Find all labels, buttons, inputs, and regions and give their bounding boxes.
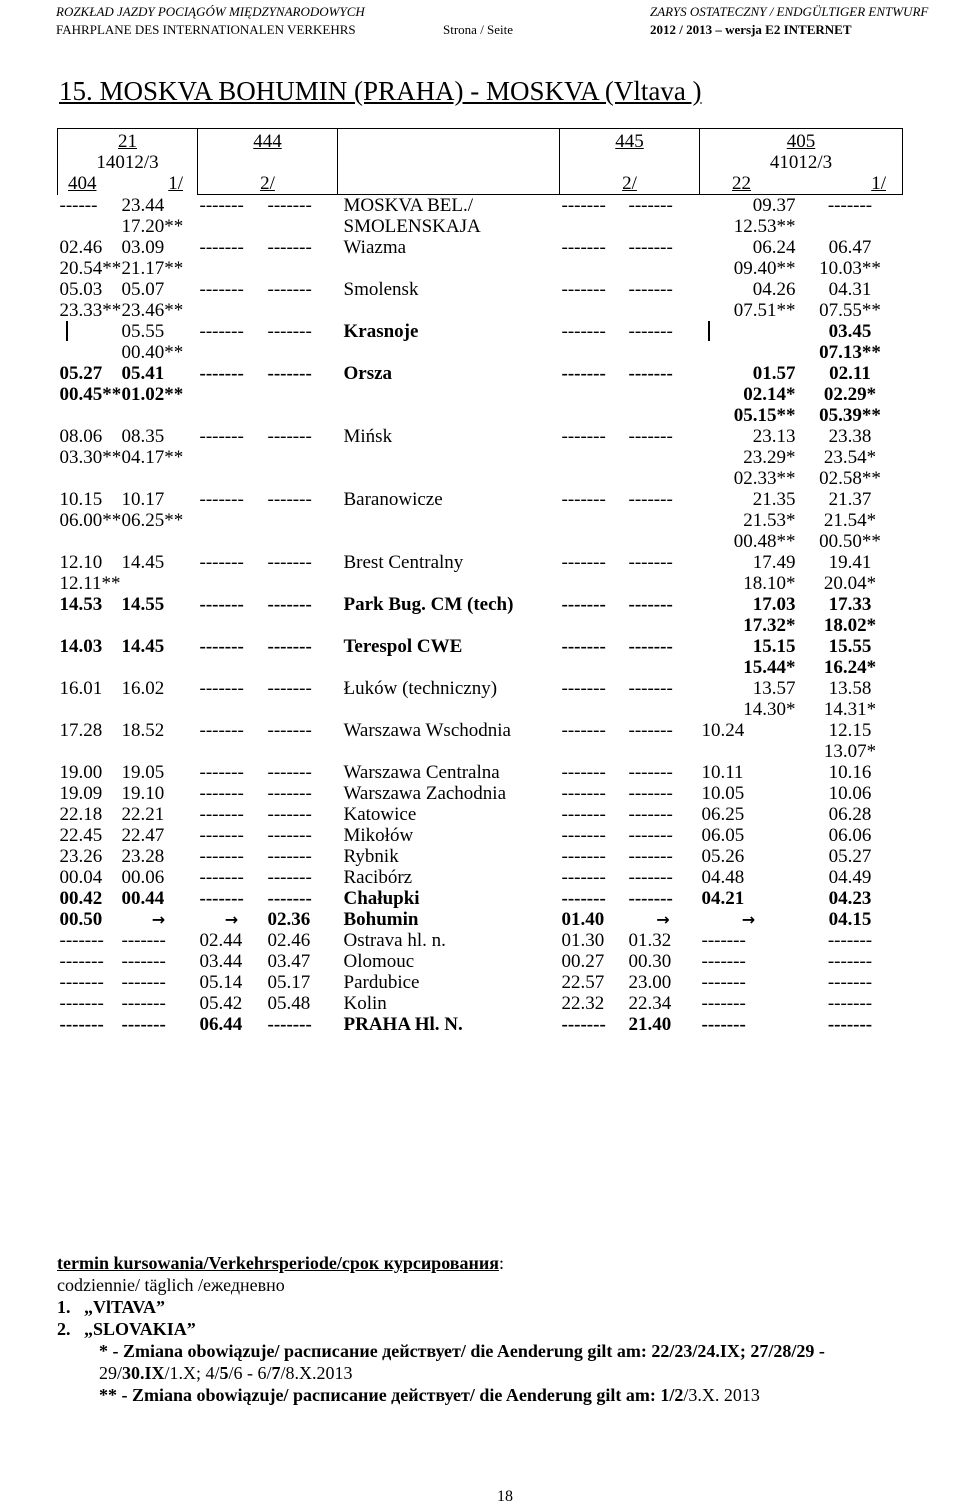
time-cell: 06.47 10.03**	[819, 237, 881, 279]
time-cell: 01.40	[561, 909, 605, 930]
time-cell: 00.50	[59, 909, 103, 930]
time-cell: -------	[267, 489, 312, 510]
time-cell: -------	[628, 825, 673, 846]
table-row	[58, 825, 903, 846]
change-note-2: ** - Zmiana obowiązuje/ расписание действует/ die Aenderung gilt am: 1/2/3.X. 2013	[99, 1385, 760, 1405]
station-name: MOSKVA BEL./ SMOLENSKAJA	[343, 195, 481, 237]
header-draft-label: ZARYS OSTATECZNY / ENDGÜLTIGER ENTWURF	[650, 4, 929, 19]
time-cell: -------	[701, 951, 746, 972]
table-row	[58, 552, 903, 594]
time-cell: 10.15 06.00**	[59, 489, 122, 531]
time-cell: -------	[628, 846, 673, 867]
station-name: Baranowicze	[343, 489, 443, 510]
time-cell: -------	[827, 993, 873, 1014]
time-cell: 08.35 04.17**	[121, 426, 184, 468]
time-cell: 02.11 02.29* 05.39**	[819, 363, 881, 426]
time-cell: 17.03 17.32*	[743, 594, 796, 636]
station-name: Mikołów	[343, 825, 414, 846]
time-cell: -------	[267, 888, 312, 909]
time-cell: 23.13 23.29* 02.33**	[733, 426, 796, 489]
time-cell: -------	[199, 321, 244, 342]
time-cell: 03.47	[267, 951, 311, 972]
time-cell: -------	[199, 594, 244, 615]
time-cell: 10.17 06.25**	[121, 489, 184, 531]
time-cell: 12.10 12.11**	[59, 552, 121, 594]
time-cell: -------	[267, 636, 312, 657]
station-name: Orsza	[343, 363, 393, 384]
header-title-polish: ROZKŁAD JAZDY POCIĄGÓW MIĘDZYNARODOWYCH	[56, 4, 365, 19]
time-cell: 14.45	[121, 552, 165, 573]
time-cell: 05.26	[701, 846, 745, 867]
time-cell: 05.41 01.02**	[121, 363, 184, 405]
time-cell: -------	[267, 720, 312, 741]
time-cell: 00.42	[59, 888, 103, 909]
station-name: Wiazma	[343, 237, 407, 258]
time-cell: 04.21	[701, 888, 745, 909]
time-cell: 01.32	[628, 930, 672, 951]
time-cell: -------	[267, 552, 312, 573]
time-cell: -------	[267, 783, 312, 804]
time-cell: -------	[561, 762, 606, 783]
change-note-1-cont: 29/30.IX/1.X; 4/5/6 - 6/7/8.X.2013	[99, 1363, 353, 1383]
time-cell: -------	[701, 1014, 746, 1035]
time-cell: 14.03	[59, 636, 103, 657]
time-cell: -------	[827, 195, 873, 216]
time-cell: -------	[121, 930, 166, 951]
time-cell: -------	[561, 279, 606, 300]
time-cell: -------	[827, 972, 873, 993]
table-row	[58, 279, 903, 321]
time-cell: 16.02	[121, 678, 165, 699]
station-name: Łuków (techniczny)	[343, 678, 498, 699]
time-cell: -------	[628, 237, 673, 258]
time-cell: -------	[267, 867, 312, 888]
time-cell: -------	[628, 279, 673, 300]
table-row	[58, 930, 903, 951]
time-cell: 01.30	[561, 930, 605, 951]
station-header	[338, 129, 560, 195]
time-cell: 02.44	[199, 930, 243, 951]
time-cell: 06.25	[701, 804, 745, 825]
page-number: 18	[497, 1488, 513, 1505]
time-cell: 14.55	[121, 594, 165, 615]
time-cell: 05.14	[199, 972, 243, 993]
time-cell: 06.05	[701, 825, 745, 846]
time-cell: -------	[199, 489, 244, 510]
time-cell: 21.37 21.54* 00.50**	[819, 489, 881, 552]
time-cell: -------	[561, 1014, 606, 1035]
time-cell: -------	[199, 846, 244, 867]
time-cell: -------	[199, 762, 244, 783]
station-name: Pardubice	[343, 972, 420, 993]
time-cell: -------	[561, 594, 606, 615]
time-cell: -------	[561, 195, 606, 216]
time-cell: 00.06	[121, 867, 165, 888]
time-cell: 14.45	[121, 636, 165, 657]
daily-line: codziennie/ täglich /ежедневно	[57, 1275, 285, 1295]
train-405-header: 405 41012/3 22 1/	[700, 129, 903, 195]
time-cell: 06.44	[199, 1014, 243, 1035]
time-cell: 05.07 23.46**	[121, 279, 184, 321]
table-row	[58, 951, 903, 972]
header-title-german: FAHRPLANE DES INTERNATIONALEN VERKEHRS	[56, 22, 356, 37]
time-cell: 21.35 21.53* 00.48**	[733, 489, 796, 552]
time-cell: -------	[628, 804, 673, 825]
time-cell: 03.09 21.17**	[121, 237, 184, 279]
time-cell: →	[151, 910, 166, 929]
table-row	[58, 195, 903, 238]
table-row	[58, 678, 903, 720]
header-row-trains	[58, 129, 903, 195]
time-cell: -------	[628, 594, 673, 615]
time-cell: 22.34	[628, 993, 672, 1014]
table-row	[58, 993, 903, 1014]
station-name: Krasnoje	[343, 321, 419, 342]
time-cell: -------	[267, 237, 312, 258]
header-version-label: 2012 / 2013 – wersja E2 INTERNET	[650, 22, 852, 37]
time-cell: -------	[561, 489, 606, 510]
time-cell: -------	[561, 363, 606, 384]
station-name: Bohumin	[343, 909, 419, 930]
table-row	[58, 426, 903, 489]
time-cell: -------	[561, 636, 606, 657]
time-cell: 01.57 02.14* 05.15**	[733, 363, 796, 426]
time-cell: -------	[267, 195, 312, 216]
time-cell: -------	[59, 1014, 104, 1035]
station-name: Mińsk	[343, 426, 393, 447]
time-cell: -------	[628, 678, 673, 699]
table-row	[58, 720, 903, 762]
time-cell: 10.11	[701, 762, 744, 783]
time-cell: 02.46	[267, 930, 311, 951]
table-row	[58, 489, 903, 552]
time-cell: -------	[59, 951, 104, 972]
station-name: Katowice	[343, 804, 417, 825]
time-cell: -------	[199, 363, 244, 384]
time-cell: -------	[267, 804, 312, 825]
time-cell: 23.38 23.54* 02.58**	[819, 426, 881, 489]
station-name: Rybnik	[343, 846, 399, 867]
time-cell: 22.18	[59, 804, 103, 825]
time-cell: -------	[199, 888, 244, 909]
time-cell	[58, 321, 120, 363]
time-cell: 23.28	[121, 846, 165, 867]
time-cell: 00.30	[628, 951, 672, 972]
time-cell: 04.26 07.51**	[733, 279, 796, 321]
time-cell: -------	[561, 825, 606, 846]
change-note-1: * - Zmiana obowiązuje/ расписание действует/ die Aenderung gilt am: 22/23/24.IX; 27/28/29 -	[99, 1341, 825, 1361]
time-cell: 09.37 12.53**	[733, 195, 796, 237]
table-row	[58, 909, 903, 930]
time-cell: 04.48	[701, 867, 745, 888]
time-cell: -------	[628, 888, 673, 909]
time-cell: -------	[701, 930, 746, 951]
time-cell: 19.10	[121, 783, 165, 804]
train-note-1: 1. „VlTAVA”	[57, 1297, 166, 1317]
page-header	[0, 0, 960, 50]
time-cell: 21.40	[628, 1014, 672, 1035]
time-cell: 22.32	[561, 993, 605, 1014]
time-cell: 13.57 14.30*	[743, 678, 796, 720]
time-cell: -------	[199, 825, 244, 846]
time-cell: -------	[121, 951, 166, 972]
time-cell: -------	[628, 762, 673, 783]
time-cell: -------	[561, 720, 606, 741]
table-row	[58, 363, 903, 426]
time-cell: -------	[121, 972, 166, 993]
table-row	[58, 594, 903, 636]
table-row	[58, 783, 903, 804]
time-cell: 17.33 18.02*	[823, 594, 877, 636]
time-cell: 10.16	[828, 762, 872, 783]
time-cell: 22.57	[561, 972, 605, 993]
time-cell: -------	[267, 825, 312, 846]
time-cell: 15.15 15.44*	[743, 636, 796, 678]
time-cell: 19.09	[59, 783, 103, 804]
station-name: Chałupki	[343, 888, 420, 909]
timetable	[57, 128, 903, 1035]
time-cell: 06.28	[828, 804, 872, 825]
time-cell: -------	[199, 783, 244, 804]
time-cell: -------	[827, 951, 873, 972]
time-cell: -------	[628, 783, 673, 804]
time-cell: 05.17	[267, 972, 311, 993]
time-cell: -------	[628, 636, 673, 657]
time-cell: 10.05	[701, 783, 745, 804]
time-cell: 03.44	[199, 951, 243, 972]
time-cell: 18.52	[121, 720, 165, 741]
time-cell: 03.45 07.13**	[819, 321, 881, 363]
time-cell: -------	[628, 363, 673, 384]
station-name: Terespol CWE	[343, 636, 463, 657]
table-row	[58, 237, 903, 279]
time-cell: -------	[199, 552, 244, 573]
time-cell: -------	[121, 1014, 166, 1035]
time-cell: -------	[628, 321, 673, 342]
time-cell: -------	[827, 1014, 873, 1035]
time-cell: -------	[267, 1014, 312, 1035]
time-cell: -------	[561, 321, 606, 342]
time-cell: 19.41 20.04*	[823, 552, 877, 594]
table-row	[58, 867, 903, 888]
table-row	[58, 1014, 903, 1035]
time-cell: -------	[628, 720, 673, 741]
time-cell: -------	[267, 678, 312, 699]
time-cell: -------	[561, 552, 606, 573]
time-cell: 13.58 14.31*	[823, 678, 877, 720]
time-cell: -------	[199, 237, 244, 258]
time-cell: 05.42	[199, 993, 243, 1014]
time-cell: 15.55 16.24*	[823, 636, 877, 678]
continuation-line	[66, 321, 118, 341]
time-cell: -------	[199, 867, 244, 888]
continuation-line	[708, 321, 796, 341]
time-cell: 10.06	[828, 783, 872, 804]
time-cell: 05.48	[267, 993, 311, 1014]
time-cell: 22.47	[121, 825, 165, 846]
time-cell: 19.00	[59, 762, 103, 783]
table-row	[58, 321, 903, 363]
time-cell: -------	[628, 426, 673, 447]
time-cell: 17.49 18.10*	[743, 552, 796, 594]
header-page-label: Strona / Seite	[443, 22, 514, 37]
time-cell: -------	[199, 195, 244, 216]
table-row	[58, 762, 903, 783]
station-name: PRAHA Hl. N.	[343, 1014, 463, 1035]
footer-notes	[57, 1252, 911, 1406]
time-cell: -------	[561, 237, 606, 258]
station-name: Warszawa Centralna	[343, 762, 500, 783]
time-cell: -------	[561, 867, 606, 888]
time-cell: 22.45	[59, 825, 103, 846]
time-cell: 04.31 07.55**	[819, 279, 881, 321]
time-cell: 04.15	[828, 909, 872, 930]
time-cell: -------	[628, 195, 673, 216]
time-cell: 04.49	[828, 867, 872, 888]
page-title: 15. MOSKVA BOHUMIN (PRAHA) - MOSKVA (Vltava )	[59, 76, 702, 106]
station-name: Ostrava hl. n.	[343, 930, 446, 951]
train-445-header: 445 2/	[560, 129, 700, 195]
time-cell: 14.53	[59, 594, 103, 615]
time-cell: 04.23	[828, 888, 872, 909]
train-note-2: 2. „SLOVAKIA”	[57, 1319, 196, 1339]
time-cell: -------	[628, 867, 673, 888]
time-cell: 08.06 03.30**	[59, 426, 122, 468]
time-cell: 10.24	[701, 720, 745, 741]
time-cell: -------	[199, 279, 244, 300]
time-cell: -------	[827, 930, 873, 951]
time-cell: 02.46 20.54**	[59, 237, 122, 279]
time-cell: -------	[628, 489, 673, 510]
time-cell: 17.28	[59, 720, 103, 741]
train-21-header: 21 14012/3 404 1/	[58, 129, 198, 195]
time-cell: -------	[199, 636, 244, 657]
period-line: termin kursowania/Verkehrsperiode/срок курсирования:	[57, 1253, 504, 1273]
time-cell: 05.55 00.40**	[121, 321, 184, 363]
time-cell: -------	[199, 720, 244, 741]
time-cell: -------	[267, 321, 312, 342]
time-cell: -------	[59, 993, 104, 1014]
time-cell: 00.27	[561, 951, 605, 972]
time-cell: -------	[561, 888, 606, 909]
time-cell: 23.44 17.20**	[121, 194, 184, 237]
time-cell: 22.21	[121, 804, 165, 825]
time-cell: -------	[561, 426, 606, 447]
table-row	[58, 972, 903, 993]
time-cell: 06.24 09.40**	[733, 237, 796, 279]
time-cell: -------	[701, 993, 746, 1014]
time-cell: 19.05	[121, 762, 165, 783]
time-cell: 05.27	[828, 846, 872, 867]
time-cell: -------	[267, 426, 312, 447]
table-row	[58, 804, 903, 825]
time-cell	[700, 321, 798, 363]
time-cell: →	[741, 910, 756, 929]
station-name: Park Bug. CM (tech)	[343, 594, 514, 615]
time-cell: -------	[561, 678, 606, 699]
time-cell: -------	[561, 846, 606, 867]
time-cell: -------	[199, 426, 244, 447]
station-name: Warszawa Zachodnia	[343, 783, 507, 804]
time-cell: -------	[267, 846, 312, 867]
time-cell: 16.01	[59, 678, 103, 699]
time-cell: 23.26	[59, 846, 103, 867]
train-444-header: 444 2/	[198, 129, 338, 195]
time-cell: -------	[267, 594, 312, 615]
time-cell: -------	[561, 783, 606, 804]
time-cell: -------	[701, 972, 746, 993]
time-cell: -------	[199, 804, 244, 825]
time-cell: 02.36	[267, 909, 311, 930]
time-cell: 23.00	[628, 972, 672, 993]
time-cell: -------	[59, 972, 104, 993]
time-cell: 05.27 00.45**	[59, 363, 122, 405]
station-name: Racibórz	[343, 867, 413, 888]
station-name: Brest Centralny	[343, 552, 464, 573]
station-name: Smolensk	[343, 279, 419, 300]
time-cell: -------	[267, 363, 312, 384]
station-name: Kolin	[343, 993, 387, 1014]
time-cell: →	[224, 910, 239, 929]
time-cell: -------	[267, 279, 312, 300]
time-cell: 05.03 23.33**	[59, 279, 122, 321]
station-name: Olomouc	[343, 951, 415, 972]
time-cell: 12.15 13.07*	[823, 720, 877, 762]
time-cell: 00.04	[59, 867, 103, 888]
time-cell: ------	[59, 194, 98, 216]
time-cell: 00.44	[121, 888, 165, 909]
time-cell: →	[656, 910, 670, 929]
time-cell: -------	[121, 993, 166, 1014]
time-cell: -------	[628, 552, 673, 573]
time-cell: -------	[199, 678, 244, 699]
time-cell: -------	[267, 762, 312, 783]
table-row	[58, 636, 903, 678]
table-row	[58, 888, 903, 909]
time-cell: -------	[59, 930, 104, 951]
table-row	[58, 846, 903, 867]
time-cell: -------	[561, 804, 606, 825]
station-name: Warszawa Wschodnia	[343, 720, 511, 741]
time-cell: 06.06	[828, 825, 872, 846]
